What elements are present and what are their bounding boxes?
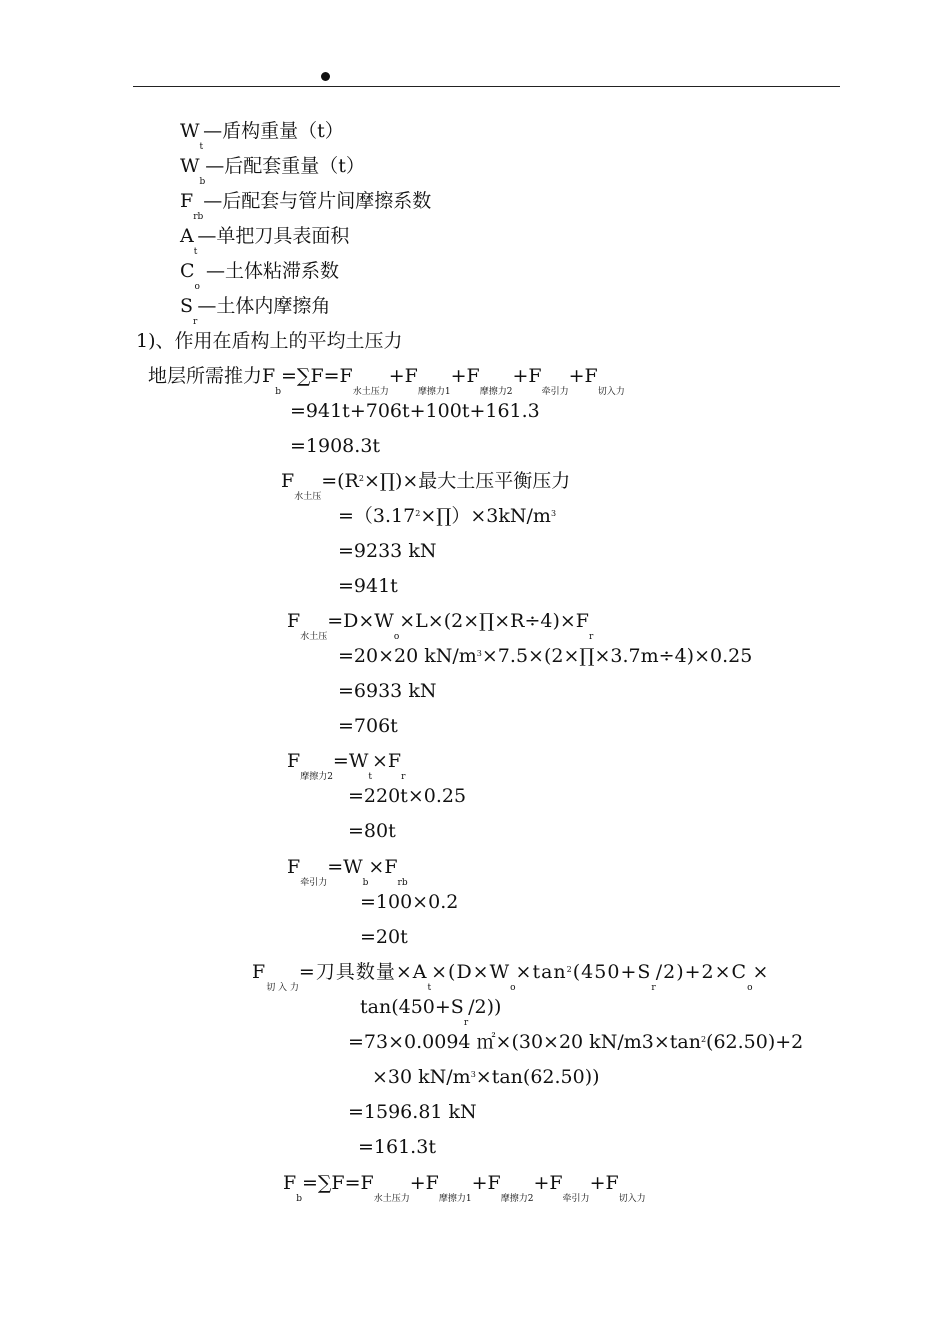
formula-text: ×∏)×最大土压平衡压力 — [363, 470, 571, 492]
traction-t: =20t — [360, 926, 408, 948]
symbol: F — [262, 365, 276, 387]
formula-text: ×∏）×3kN/m — [420, 505, 551, 527]
subscript: 牵引力 — [541, 387, 569, 397]
formula-text: =∑F=F — [301, 1172, 374, 1194]
def-symbol: S — [180, 295, 194, 317]
formula-text: +F — [471, 1172, 501, 1194]
def-subscript: t — [193, 247, 198, 257]
def-text: —土体粘滞系数 — [199, 260, 340, 282]
subscript: rb — [397, 878, 408, 888]
def-symbol: W — [180, 155, 200, 177]
friction1-formula — [287, 609, 594, 642]
def-text: —后配套重量（t） — [205, 155, 365, 177]
formula-text: +F — [568, 365, 598, 387]
subscript: r — [588, 632, 594, 642]
formula-text: (450+S — [572, 961, 652, 983]
formula-text: =(R — [321, 470, 359, 492]
subscript: 摩擦力2 — [300, 772, 333, 782]
def-sr — [180, 294, 331, 327]
formula-text: =∑F=F — [280, 365, 353, 387]
subscript: 牵引力 — [562, 1194, 590, 1204]
symbol: F — [287, 856, 301, 878]
def-text: —单把刀具表面积 — [197, 225, 350, 247]
formula-text: +F — [450, 365, 480, 387]
formula-text: =D×W — [327, 610, 394, 632]
friction2-sub: =220t×0.25 — [348, 785, 467, 807]
superscript: 3 — [476, 649, 482, 658]
def-frb — [180, 189, 432, 222]
superscript: 2 — [700, 1035, 707, 1044]
subscript: o — [393, 632, 400, 642]
subscript: 摩擦力1 — [438, 1194, 472, 1204]
traction-sub: =100×0.2 — [360, 891, 459, 913]
subscript: 切 入 力 — [266, 983, 299, 993]
subscript: r — [401, 772, 406, 782]
subscript: o — [747, 983, 753, 993]
subscript: 水土压 — [300, 632, 328, 642]
symbol: F — [287, 750, 301, 772]
cutting-cont — [360, 995, 502, 1028]
cutting-formula — [252, 960, 770, 993]
subscript: 摩擦力2 — [500, 1194, 534, 1204]
formula-text: (62.50)+2 — [706, 1031, 804, 1053]
formula-text: ×tan(62.50)) — [475, 1066, 600, 1088]
superscript: 2 — [566, 965, 573, 974]
water-earth-t: =941t — [338, 575, 398, 597]
def-symbol: W — [180, 120, 200, 142]
def-subscript: rb — [193, 212, 204, 222]
superscript: 2 — [415, 509, 421, 518]
subscript: 水土压力 — [373, 1194, 410, 1204]
def-at — [180, 224, 350, 257]
formula-text: ×(D×W — [431, 961, 511, 983]
formula-text: /2)) — [468, 996, 502, 1018]
formula-text: =20×20 kN/m — [338, 645, 477, 667]
symbol: F — [252, 961, 267, 983]
def-subscript: r — [193, 317, 198, 327]
thrust-lead: 地层所需推力 — [148, 365, 263, 387]
subscript: b — [296, 1194, 302, 1204]
subscript: 切入力 — [597, 387, 625, 397]
def-symbol: F — [180, 190, 194, 212]
water-earth-formula — [281, 469, 571, 502]
friction2-formula — [287, 749, 406, 782]
formula-text: ×F — [368, 856, 398, 878]
thrust-sum: =941t+706t+100t+161.3 — [290, 400, 540, 422]
formula-text: ×tan — [515, 961, 567, 983]
def-text: —后配套与管片间摩擦系数 — [203, 190, 432, 212]
subscript: 摩擦力1 — [417, 387, 451, 397]
def-subscript: o — [194, 282, 200, 292]
header-bullet-icon — [321, 72, 330, 81]
subscript: 水土压力 — [352, 387, 389, 397]
friction2-t: =80t — [348, 820, 396, 842]
formula-text: /2)+2×C — [655, 961, 748, 983]
subscript: b — [362, 878, 369, 888]
water-earth-kn: =9233 kN — [338, 540, 437, 562]
def-co — [180, 259, 340, 292]
thrust-total: =1908.3t — [290, 435, 381, 457]
symbol: F — [283, 1172, 297, 1194]
formula-text: =刀具数量×A — [298, 961, 428, 983]
subscript: b — [275, 387, 281, 397]
formula-text: tan(450+S — [360, 996, 464, 1018]
subscript: o — [510, 983, 516, 993]
cutting-t: =161.3t — [358, 1136, 436, 1158]
def-text: —盾构重量（t） — [203, 120, 344, 142]
def-subscript: b — [199, 177, 206, 187]
cutting-sub2 — [372, 1065, 600, 1093]
superscript: 3 — [550, 509, 557, 518]
traction-formula — [287, 855, 408, 888]
formula-text: +F — [533, 1172, 563, 1194]
symbol: F — [287, 610, 301, 632]
subscript: t — [368, 772, 372, 782]
subscript: 切入力 — [618, 1194, 646, 1204]
formula-text: ×L×(2×∏×R÷4)×F — [399, 610, 589, 632]
formula-text: × — [752, 961, 770, 983]
formula-text: ×F — [372, 750, 402, 772]
subscript: r — [651, 983, 656, 993]
friction1-kn: =6933 kN — [338, 680, 437, 702]
def-subscript: t — [199, 142, 204, 152]
formula-text: =W — [327, 856, 363, 878]
friction1-t: =706t — [338, 715, 398, 737]
subscript: 水土压 — [294, 492, 322, 502]
def-wb — [180, 154, 365, 187]
subscript: 牵引力 — [300, 878, 328, 888]
water-earth-sub — [338, 504, 556, 532]
formula-text: =（3.17 — [338, 505, 416, 527]
section-heading: 1)、作用在盾构上的平均土压力 — [136, 330, 403, 352]
formula-text: +F — [409, 1172, 439, 1194]
thrust-formula — [148, 364, 625, 397]
def-text: —土体内摩擦角 — [197, 295, 331, 317]
cutting-kn: =1596.81 kN — [348, 1101, 477, 1123]
header-rule — [133, 86, 840, 87]
formula-text: ×7.5×(2×∏×3.7m÷4)×0.25 — [481, 645, 753, 667]
formula-text: ×30 kN/m — [372, 1066, 471, 1088]
symbol: F — [281, 470, 295, 492]
final-formula — [283, 1171, 646, 1204]
def-wt — [180, 119, 344, 152]
formula-text: +F — [589, 1172, 619, 1194]
cutting-sub — [348, 1030, 803, 1058]
superscript: 2 — [358, 474, 364, 483]
formula-text: =W — [332, 750, 369, 772]
subscript: t — [427, 983, 432, 993]
subscript: 摩擦力2 — [479, 387, 513, 397]
superscript: 3 — [470, 1070, 476, 1079]
formula-text: =73×0.0094 ㎡×(30×20 kN/m3×tan — [348, 1031, 701, 1053]
def-symbol: A — [180, 225, 194, 247]
formula-text: +F — [388, 365, 418, 387]
formula-text: +F — [512, 365, 542, 387]
friction1-sub — [338, 644, 752, 672]
def-symbol: C — [180, 260, 195, 282]
subscript: r — [463, 1018, 469, 1028]
